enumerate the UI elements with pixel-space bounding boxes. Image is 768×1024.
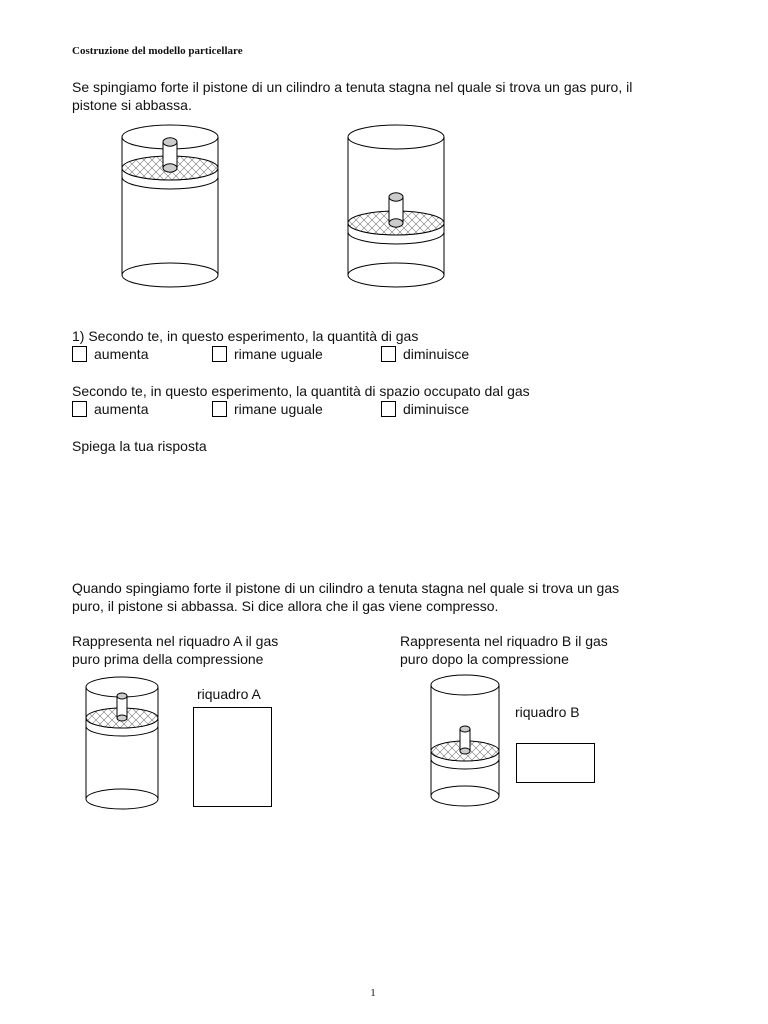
option-label: rimane uguale [234,401,323,417]
cylinder-bottom-rim [431,786,499,806]
task-a-line: puro prima della compressione [72,651,264,667]
intro-line: Se spingiamo forte il pistone di un cilindro a tenuta stagna nel quale si trova un gas puro, il [72,79,633,95]
intro-line: pistone si abbassa. [72,97,192,113]
compression-line: Quando spingiamo forte il pistone di un cilindro a tenuta stagna nel quale si trova un gas [72,580,620,596]
question-1-text: 1) Secondo te, in questo esperimento, la quantità di gas [72,328,419,344]
task-a-line: Rappresenta nel riquadro A il gas [72,633,279,649]
page-number: 1 [370,987,376,999]
drawing-box-b[interactable] [516,743,595,783]
option-label: diminuisce [403,401,470,417]
option-label: rimane uguale [234,346,323,362]
piston-rod-base [460,748,470,754]
question-2-text: Secondo te, in questo esperimento, la quantità di spazio occupato dal gas [72,383,530,399]
cylinder-top-rim [431,675,499,695]
piston-rod-cap [460,726,470,732]
document-title: Costruzione del modello particellare [72,45,243,57]
box-a-label: riquadro A [197,686,261,702]
task-b-line: puro dopo la compressione [400,651,569,667]
option-label: diminuisce [403,346,470,362]
option-label: aumenta [94,346,149,362]
box-b-label: riquadro B [515,704,580,720]
explain-prompt: Spiega la tua risposta [72,438,207,454]
option-label: aumenta [94,401,149,417]
task-b-line: Rappresenta nel riquadro B il gas [400,633,608,649]
compression-line: puro, il pistone si abbassa. Si dice allora che il gas viene compresso. [72,598,499,614]
